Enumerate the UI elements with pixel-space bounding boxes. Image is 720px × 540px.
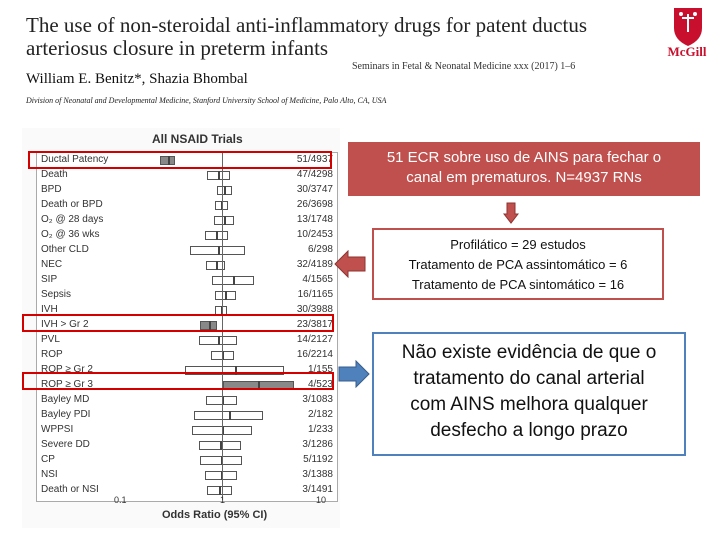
box3-line-2: tratamento do canal arterial bbox=[413, 368, 645, 389]
point-estimate-mark bbox=[218, 246, 220, 255]
forest-row bbox=[37, 214, 337, 227]
point-estimate-mark bbox=[225, 291, 227, 300]
box1-line-2: canal em prematuros. N=4937 RNs bbox=[406, 169, 642, 186]
confidence-interval-box bbox=[214, 216, 234, 225]
forest-row bbox=[37, 424, 337, 437]
point-estimate-mark bbox=[224, 216, 226, 225]
trial-count: 14/2127 bbox=[296, 334, 333, 345]
highlight-ivh-gr2 bbox=[22, 314, 334, 332]
forest-row bbox=[37, 409, 337, 422]
confidence-interval-box bbox=[194, 411, 262, 420]
box3-line-3: com AINS melhora qualquer bbox=[410, 394, 648, 415]
outcome-label: Sepsis bbox=[41, 289, 72, 300]
outcome-label: Death bbox=[41, 169, 68, 180]
forest-row bbox=[37, 244, 337, 257]
trial-count: 16/2214 bbox=[296, 349, 333, 360]
confidence-interval-box bbox=[190, 246, 246, 255]
forest-row bbox=[37, 289, 337, 302]
point-estimate-mark bbox=[216, 231, 218, 240]
tick-label: 1 bbox=[220, 495, 226, 505]
forest-row bbox=[37, 199, 337, 212]
point-estimate-mark bbox=[218, 171, 220, 180]
confidence-interval-box bbox=[207, 486, 231, 495]
box2-line-3: Tratamento de PCA sintomático = 16 bbox=[411, 277, 625, 292]
arrow-down-icon bbox=[503, 202, 519, 224]
forest-row bbox=[37, 229, 337, 242]
x-axis-label: Odds Ratio (95% CI) bbox=[162, 509, 268, 521]
trial-count: 13/1748 bbox=[296, 214, 333, 225]
box2-line-1: Profilático = 29 estudos bbox=[450, 237, 586, 252]
affiliation: Division of Neonatal and Developmental Medicine, Stanford University School of Medicine, Palo Alto, CA, USA bbox=[26, 96, 387, 105]
confidence-interval-box bbox=[212, 276, 253, 285]
tick-label: 0.1 bbox=[114, 495, 127, 505]
trial-count: 5/1192 bbox=[303, 454, 333, 465]
trial-count: 47/4298 bbox=[296, 169, 333, 180]
forest-row bbox=[37, 439, 337, 452]
outcome-label: ROP ≥ Gr 2 bbox=[41, 364, 93, 375]
trial-count: 3/1083 bbox=[302, 394, 333, 405]
trial-count: 23/3817 bbox=[296, 319, 333, 330]
slide-title bbox=[26, 14, 646, 60]
trial-count: 6/298 bbox=[307, 244, 333, 255]
confidence-interval-box bbox=[199, 441, 241, 450]
forest-row bbox=[37, 274, 337, 287]
forest-row bbox=[37, 349, 337, 362]
outcome-label: IVH bbox=[41, 304, 58, 315]
study-breakdown-box bbox=[372, 228, 664, 300]
outcome-label: Ductal Patency bbox=[41, 154, 109, 165]
point-estimate-mark bbox=[216, 261, 218, 270]
trial-count: 3/1286 bbox=[302, 439, 333, 450]
authors: William E. Benitz*, Shazia Bhombal bbox=[26, 71, 248, 87]
outcome-label: ROP bbox=[41, 349, 63, 360]
confidence-interval-box bbox=[217, 186, 232, 195]
outcome-label: Other CLD bbox=[41, 244, 89, 255]
point-estimate-mark bbox=[233, 276, 235, 285]
summary-box-trials bbox=[348, 142, 700, 196]
box2-line-2: Tratamento de PCA assintomático = 6 bbox=[408, 257, 628, 272]
trial-count: 3/1491 bbox=[302, 484, 333, 495]
trial-count: 2/182 bbox=[307, 409, 333, 420]
outcome-label: Death or BPD bbox=[41, 199, 103, 210]
outcome-label: CP bbox=[41, 454, 55, 465]
forest-row bbox=[37, 334, 337, 347]
confidence-interval-box bbox=[215, 291, 235, 300]
journal-citation: Seminars in Fetal & Neonatal Medicine xxx (2017) 1–6 bbox=[352, 61, 576, 72]
highlight-ductal-patency bbox=[28, 151, 332, 169]
outcome-label: ROP ≥ Gr 3 bbox=[41, 379, 93, 390]
tick-label: 10 bbox=[316, 495, 327, 505]
forest-row bbox=[37, 484, 337, 497]
outcome-label: Bayley PDI bbox=[41, 409, 91, 420]
trial-count: 32/4189 bbox=[296, 259, 333, 270]
trial-count: 30/3747 bbox=[296, 184, 333, 195]
point-estimate-mark bbox=[229, 411, 231, 420]
trial-count: 30/3988 bbox=[296, 304, 333, 315]
arrow-right-icon bbox=[338, 360, 370, 388]
confidence-interval-box bbox=[205, 231, 228, 240]
conclusion-box bbox=[372, 332, 686, 456]
trial-count: 51/4937 bbox=[296, 154, 333, 165]
forest-row bbox=[37, 394, 337, 407]
box1-line-1: 51 ECR sobre uso de AINS para fechar o bbox=[386, 149, 662, 166]
box3-line-1: Não existe evidência de que o bbox=[401, 342, 657, 363]
trial-count: 26/3698 bbox=[296, 199, 333, 210]
trial-count: 3/1388 bbox=[302, 469, 333, 480]
outcome-label: PVL bbox=[41, 334, 60, 345]
outcome-label: O₂ @ 28 days bbox=[41, 214, 104, 225]
outcome-label: NEC bbox=[41, 259, 63, 270]
box3-line-4: desfecho a longo prazo bbox=[430, 420, 628, 441]
outcome-label: BPD bbox=[41, 184, 62, 195]
outcome-label: IVH > Gr 2 bbox=[41, 319, 89, 330]
arrow-left-icon bbox=[334, 250, 366, 278]
highlight-rop-gr3 bbox=[22, 372, 334, 390]
title-line-1: The use of non-steroidal anti-inflammatory drugs for patent ductus bbox=[26, 13, 588, 37]
outcome-label: Bayley MD bbox=[41, 394, 90, 405]
confidence-interval-box bbox=[199, 336, 238, 345]
trial-count: 4/1565 bbox=[302, 274, 333, 285]
outcome-label: Severe DD bbox=[41, 439, 90, 450]
confidence-interval-box bbox=[205, 471, 238, 480]
outcome-label: Death or NSI bbox=[41, 484, 99, 495]
forest-row bbox=[37, 259, 337, 272]
forest-plot-title: All NSAID Trials bbox=[152, 132, 243, 146]
forest-row bbox=[37, 169, 337, 182]
outcome-label: SIP bbox=[41, 274, 58, 285]
trial-count: 1/155 bbox=[307, 364, 333, 375]
mcgill-logo-text: McGill bbox=[667, 44, 707, 59]
title-line-2: arteriosus closure in preterm infants bbox=[26, 36, 329, 60]
trial-count: 10/2453 bbox=[296, 229, 333, 240]
outcome-label: NSI bbox=[41, 469, 58, 480]
trial-count: 16/1165 bbox=[297, 289, 333, 300]
point-estimate-mark bbox=[224, 186, 226, 195]
forest-row bbox=[37, 184, 337, 197]
trial-count: 4/523 bbox=[307, 379, 333, 390]
point-estimate-mark bbox=[218, 336, 220, 345]
forest-row bbox=[37, 454, 337, 467]
outcome-label: WPPSI bbox=[41, 424, 74, 435]
confidence-interval-box bbox=[207, 171, 229, 180]
outcome-label: O₂ @ 36 wks bbox=[41, 229, 100, 240]
trial-count: 1/233 bbox=[307, 424, 333, 435]
forest-row bbox=[37, 469, 337, 482]
